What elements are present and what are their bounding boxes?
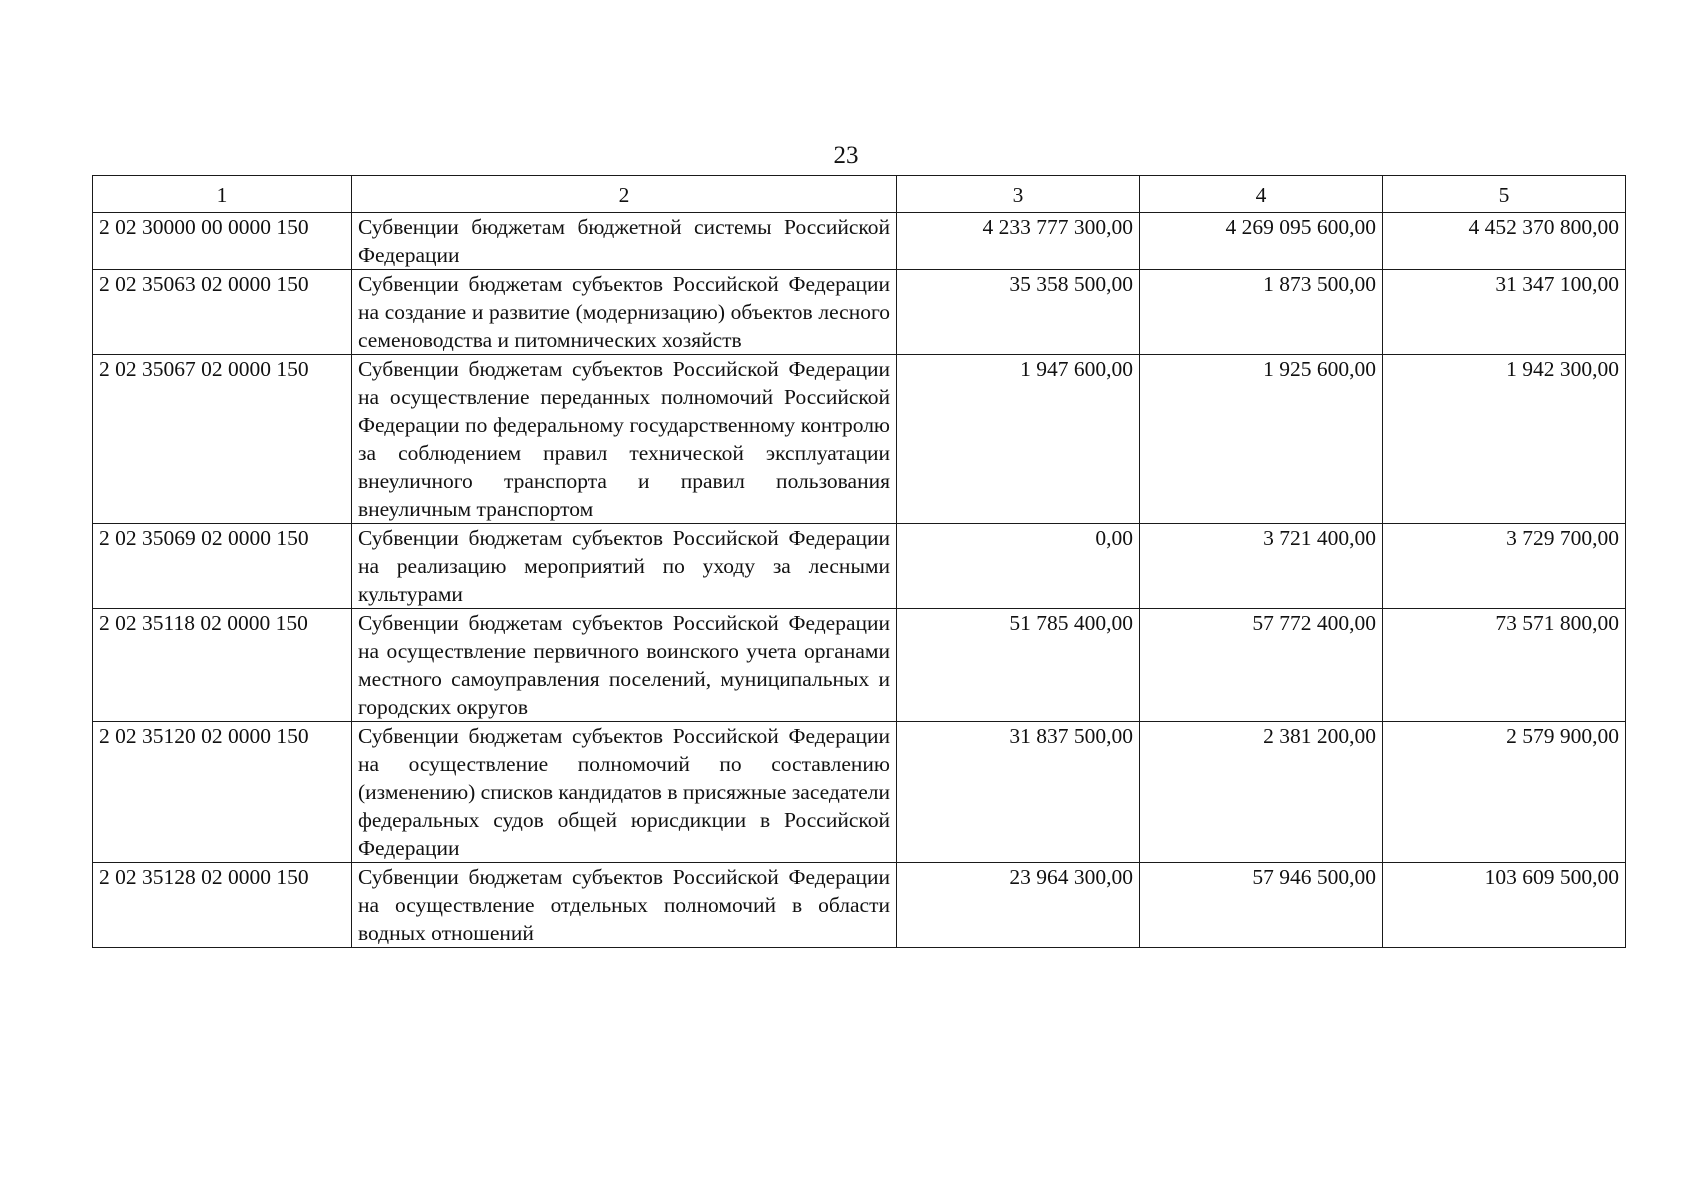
amount-col-5: 2 579 900,00 <box>1383 722 1626 863</box>
table-row <box>93 355 1626 524</box>
amount-col-4: 57 772 400,00 <box>1140 609 1383 722</box>
header-cell-2: 2 <box>352 176 897 213</box>
budget-description: Субвенции бюджетам бюджетной системы Российской Федерации <box>352 213 897 270</box>
budget-code: 2 02 30000 00 0000 150 <box>93 213 352 270</box>
budget-description: Субвенции бюджетам субъектов Российской Федерации на осуществление первичного воинского учета органами местного самоуправления поселений, муниципальных и городских округов <box>352 609 897 722</box>
budget-code: 2 02 35118 02 0000 150 <box>93 609 352 722</box>
table-row <box>93 270 1626 355</box>
header-row <box>93 176 1626 213</box>
budget-description: Субвенции бюджетам субъектов Российской Федерации на реализацию мероприятий по уходу за лесными культурами <box>352 524 897 609</box>
table-row <box>93 213 1626 270</box>
amount-col-4: 3 721 400,00 <box>1140 524 1383 609</box>
budget-code: 2 02 35120 02 0000 150 <box>93 722 352 863</box>
budget-code: 2 02 35063 02 0000 150 <box>93 270 352 355</box>
budget-table <box>92 175 1626 948</box>
budget-code: 2 02 35128 02 0000 150 <box>93 863 352 948</box>
amount-col-4: 1 873 500,00 <box>1140 270 1383 355</box>
budget-code: 2 02 35067 02 0000 150 <box>93 355 352 524</box>
header-cell-1: 1 <box>93 176 352 213</box>
amount-col-4: 57 946 500,00 <box>1140 863 1383 948</box>
amount-col-5: 1 942 300,00 <box>1383 355 1626 524</box>
budget-description: Субвенции бюджетам субъектов Российской Федерации на осуществление отдельных полномочий в области водных отношений <box>352 863 897 948</box>
amount-col-3: 35 358 500,00 <box>897 270 1140 355</box>
table-body <box>93 213 1626 948</box>
amount-col-5: 31 347 100,00 <box>1383 270 1626 355</box>
amount-col-3: 1 947 600,00 <box>897 355 1140 524</box>
header-cell-4: 4 <box>1140 176 1383 213</box>
amount-col-3: 51 785 400,00 <box>897 609 1140 722</box>
amount-col-3: 23 964 300,00 <box>897 863 1140 948</box>
amount-col-5: 3 729 700,00 <box>1383 524 1626 609</box>
table-row <box>93 863 1626 948</box>
budget-description: Субвенции бюджетам субъектов Российской Федерации на создание и развитие (модернизацию) объектов лесного семеноводства и питомнических хозяйств <box>352 270 897 355</box>
header-cell-5: 5 <box>1383 176 1626 213</box>
amount-col-3: 31 837 500,00 <box>897 722 1140 863</box>
table-row <box>93 722 1626 863</box>
page-number: 23 <box>833 142 859 169</box>
table-header <box>93 176 1626 213</box>
budget-description: Субвенции бюджетам субъектов Российской Федерации на осуществление полномочий по составлению (изменению) списков кандидатов в присяжные заседатели федеральных судов общей юрисдикции в Российской Федерации <box>352 722 897 863</box>
table-row <box>93 524 1626 609</box>
table-row <box>93 609 1626 722</box>
amount-col-5: 4 452 370 800,00 <box>1383 213 1626 270</box>
amount-col-4: 2 381 200,00 <box>1140 722 1383 863</box>
header-cell-3: 3 <box>897 176 1140 213</box>
amount-col-5: 73 571 800,00 <box>1383 609 1626 722</box>
amount-col-4: 4 269 095 600,00 <box>1140 213 1383 270</box>
amount-col-4: 1 925 600,00 <box>1140 355 1383 524</box>
budget-description: Субвенции бюджетам субъектов Российской Федерации на осуществление переданных полномочий Российской Федерации по федеральному государственному контролю за соблюдением правил технической эксплуатации внеуличного транспорта и правил пользования внеуличным транспортом <box>352 355 897 524</box>
budget-code: 2 02 35069 02 0000 150 <box>93 524 352 609</box>
amount-col-5: 103 609 500,00 <box>1383 863 1626 948</box>
amount-col-3: 4 233 777 300,00 <box>897 213 1140 270</box>
amount-col-3: 0,00 <box>897 524 1140 609</box>
